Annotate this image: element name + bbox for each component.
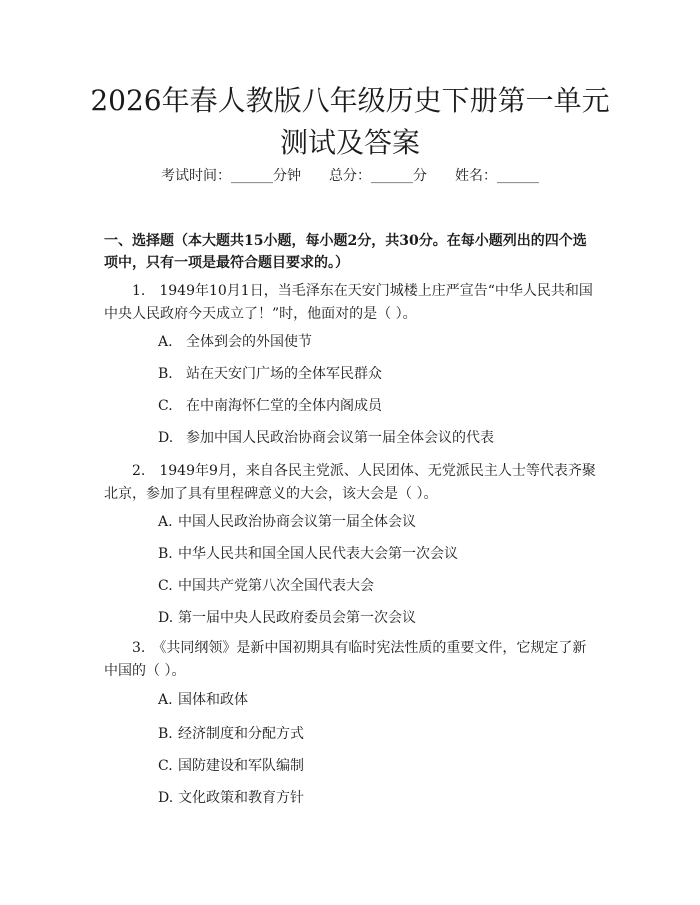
option-text: 国防建设和军队编制: [178, 758, 304, 774]
option-text: 经济制度和分配方式: [178, 726, 304, 742]
option-letter: C.: [158, 578, 173, 594]
question-1-option-a: [158, 332, 312, 352]
question-2-option-c: [158, 576, 374, 596]
document-title: 2026年春人教版八年级历史下册第一单元测试及答案: [90, 84, 610, 159]
exam-meta-line: [0, 166, 700, 186]
question-1-stem: 1. 1949年10月1日，当毛泽东在天安门城楼上庄严宣告“中华人民共和国中央人民政府今天成立了！”时，他面对的是（ ）。: [104, 283, 593, 322]
option-letter: D.: [158, 430, 174, 446]
option-letter: B.: [158, 726, 173, 742]
option-letter: A.: [158, 692, 173, 708]
question-3-option-d: [158, 788, 304, 808]
question-2-option-a: [158, 512, 416, 532]
student-name-field: 姓名：______: [455, 168, 539, 184]
question-1-option-b: [158, 364, 382, 384]
question-2-option-b: [158, 544, 458, 564]
option-letter: C.: [158, 758, 173, 774]
exam-time-field: 考试时间：______分钟: [161, 168, 301, 184]
option-text: 中国人民政治协商会议第一届全体会议: [178, 514, 416, 530]
option-text: 在中南海怀仁堂的全体内阁成员: [186, 398, 382, 414]
option-letter: B.: [158, 546, 173, 562]
question-3-option-b: [158, 724, 304, 744]
option-text: 全体到会的外国使节: [186, 334, 312, 350]
question-3-option-c: [158, 756, 304, 776]
question-3-stem: 3. 《共同纲领》是新中国初期具有临时宪法性质的重要文件，它规定了新中国的（ ）。: [104, 640, 587, 679]
total-score-field: 总分：______分: [329, 168, 427, 184]
option-letter: A.: [158, 514, 173, 530]
option-letter: D.: [158, 790, 174, 806]
question-2-option-d: [158, 608, 416, 628]
question-2-stem: 2. 1949年9月，来自各民主党派、人民团体、无党派民主人士等代表齐聚北京，参加了具有里程碑意义的大会，该大会是（ ）。: [104, 463, 596, 502]
option-text: 参加中国人民政治协商会议第一届全体会议的代表: [186, 430, 494, 446]
option-letter: D.: [158, 610, 174, 626]
option-text: 第一届中央人民政府委员会第一次会议: [178, 610, 416, 626]
option-text: 中国共产党第八次全国代表大会: [178, 578, 374, 594]
option-letter: A.: [158, 334, 173, 350]
option-text: 站在天安门广场的全体军民群众: [186, 366, 382, 382]
option-text: 中华人民共和国全国人民代表大会第一次会议: [178, 546, 458, 562]
option-text: 文化政策和教育方针: [178, 790, 304, 806]
option-text: 国体和政体: [178, 692, 248, 708]
question-1-option-c: [158, 396, 382, 416]
option-letter: C.: [158, 398, 173, 414]
question-1-option-d: [158, 428, 494, 448]
question-3-option-a: [158, 690, 248, 710]
section-heading: 一、选择题（本大题共15小题，每小题2分，共30分。在每小题列出的四个选项中，只有一项是最符合题目要求的。）: [104, 233, 587, 271]
option-letter: B.: [158, 366, 173, 382]
